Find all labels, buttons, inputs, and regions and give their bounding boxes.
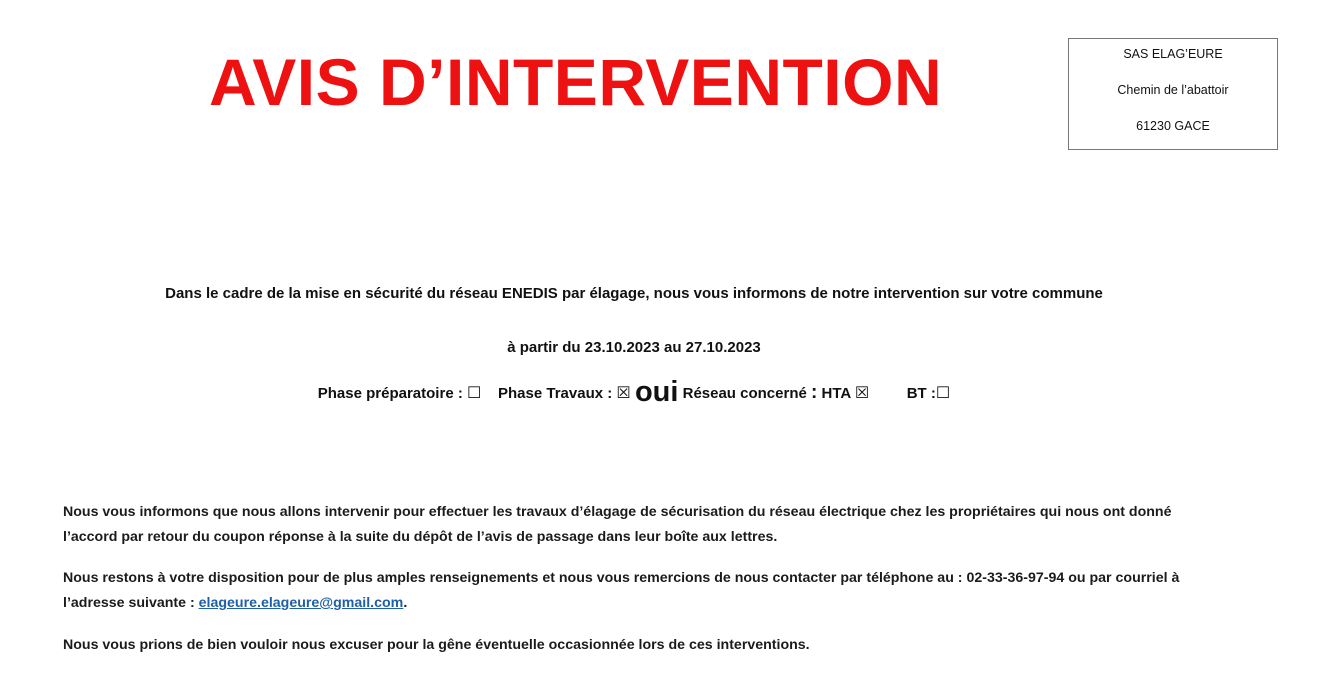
paragraph-apology: Nous vous prions de bien vouloir nous excuser pour la gêne éventuelle occasionnée lors de ces interventions. xyxy=(63,637,810,653)
hta-label: HTA xyxy=(821,385,851,402)
network-colon: : xyxy=(811,382,818,403)
email-link[interactable]: elageure.elageure@gmail.com xyxy=(198,595,404,611)
phase-prep-label: Phase préparatoire : xyxy=(317,385,463,402)
phase-prep-checkbox[interactable]: ☐ xyxy=(467,385,482,402)
intro-text: Dans le cadre de la mise en sécurité du réseau ENEDIS par élagage, nous vous informons de notre intervention sur votre commune xyxy=(165,285,1103,302)
paragraph-contact-text: Nous restons à votre disposition pour de plus amples renseignements et nous vous remercions de nous contacter par téléphone au : 02-33-36-97-94 ou par courriel à l’adresse suivante : xyxy=(63,570,1180,611)
bt-checkbox[interactable]: ☐ xyxy=(935,385,951,402)
page-title: AVIS D’INTERVENTION xyxy=(209,45,943,119)
phase-works-checkbox[interactable]: ☒ xyxy=(616,385,631,402)
paragraph-agreement: Nous vous informons que nous allons intervenir pour effectuer les travaux d’élagage de sécurisation du réseau électrique chez les propriétaires qui nous ont donné l’accord par retour du coupon réponse à la suite du dépôt de l’avis de passage dans leur boîte aux lettres. xyxy=(63,504,1172,545)
hta-checkbox[interactable]: ☒ xyxy=(854,385,870,402)
company-city: 61230 GACE xyxy=(1136,119,1210,133)
network-label: Réseau concerné xyxy=(682,385,807,402)
company-name: SAS ELAG’EURE xyxy=(1123,47,1223,61)
intervention-dates: à partir du 23.10.2023 au 27.10.2023 xyxy=(507,339,761,356)
phase-works-value: oui xyxy=(634,376,679,408)
company-address-box xyxy=(1068,38,1278,150)
paragraph-contact-end: . xyxy=(403,595,408,611)
phase-works-label: Phase Travaux : xyxy=(498,385,613,402)
phase-line xyxy=(0,376,1268,409)
paragraph-contact xyxy=(63,566,1223,616)
company-street: Chemin de l’abattoir xyxy=(1117,83,1229,97)
bt-label: BT : xyxy=(906,385,936,402)
